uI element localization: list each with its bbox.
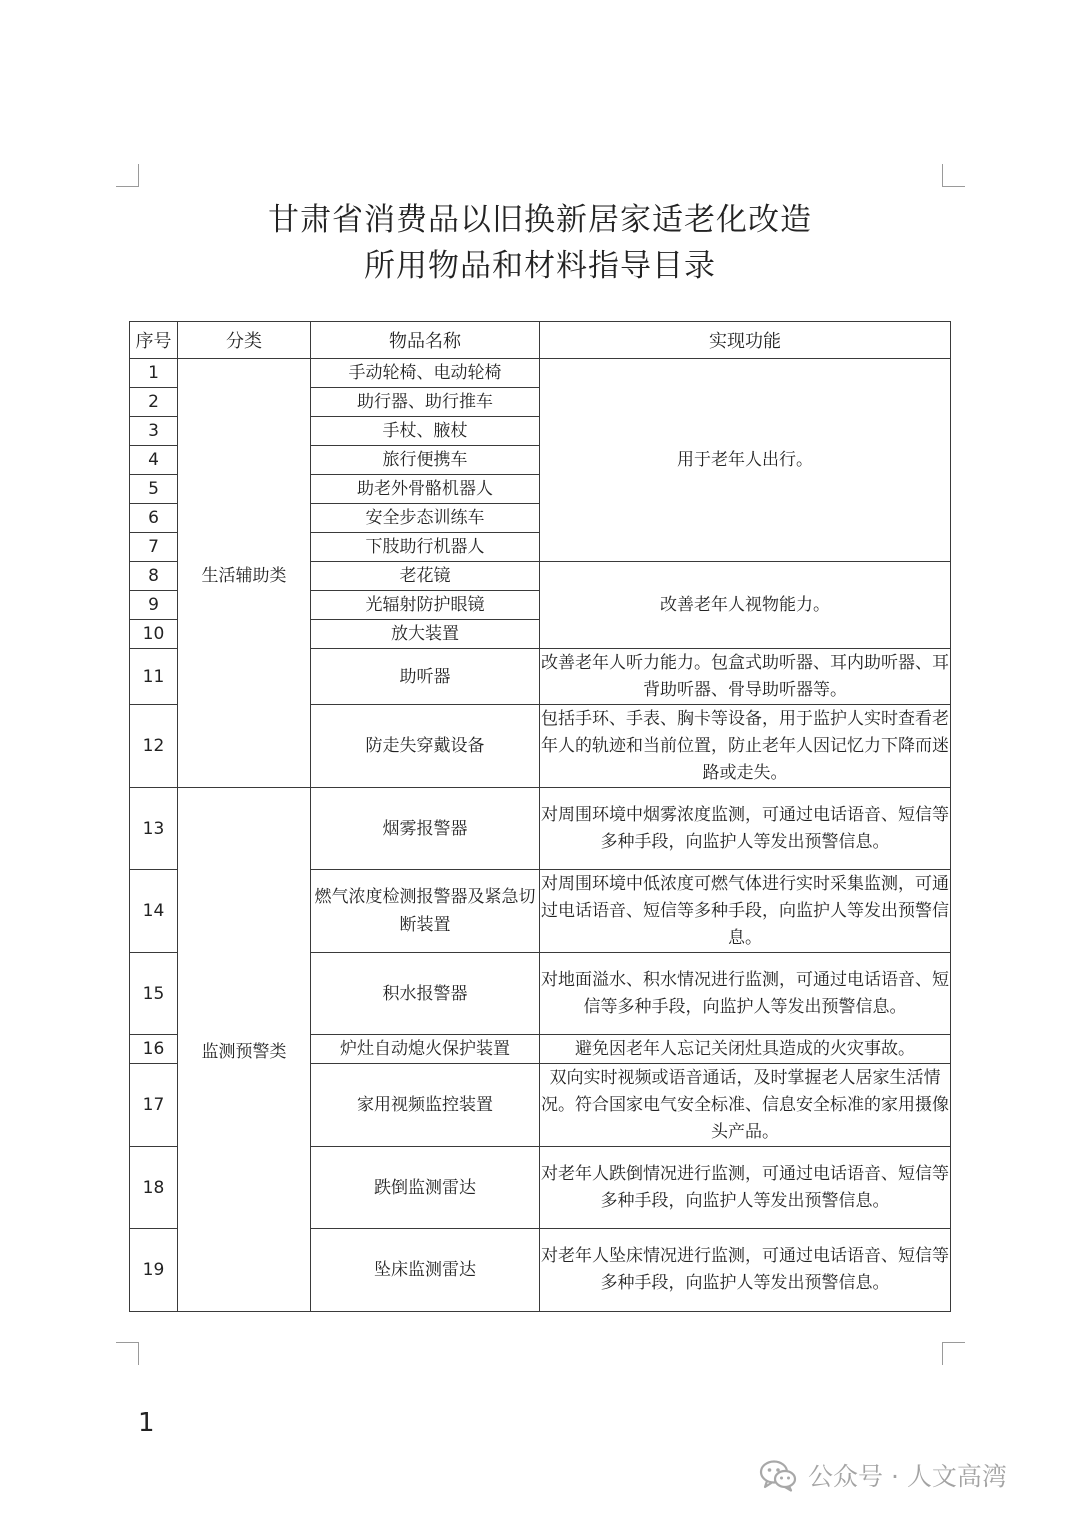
row-index: 12: [130, 705, 178, 788]
row-index: 4: [130, 446, 178, 475]
header-function: 实现功能: [540, 322, 951, 359]
item-name: 手动轮椅、电动轮椅: [311, 359, 540, 388]
header-index: 序号: [130, 322, 178, 359]
function-cell: 包括手环、手表、胸卡等设备，用于监护人实时查看老年人的轨迹和当前位置，防止老年人因记忆力下降而迷路或走失。: [540, 705, 951, 788]
catalog-table: [129, 321, 951, 1312]
row-index: 15: [130, 953, 178, 1035]
function-cell: 对老年人跌倒情况进行监测，可通过电话语音、短信等多种手段，向监护人等发出预警信息。: [540, 1147, 951, 1229]
row-index: 7: [130, 533, 178, 562]
item-name: 旅行便携车: [311, 446, 540, 475]
document-title-line-1: 甘肃省消费品以旧换新居家适老化改造: [268, 202, 812, 238]
row-index: 19: [130, 1229, 178, 1312]
function-cell: 改善老年人听力能力。包盒式助听器、耳内助听器、耳背助听器、骨导助听器等。: [540, 649, 951, 705]
item-name: 助听器: [311, 649, 540, 705]
crop-mark-top-right: [942, 164, 965, 187]
item-name: 防走失穿戴设备: [311, 705, 540, 788]
item-name: 坠床监测雷达: [311, 1229, 540, 1312]
row-index: 8: [130, 562, 178, 591]
row-index: 14: [130, 870, 178, 953]
function-cell: 对老年人坠床情况进行监测，可通过电话语音、短信等多种手段，向监护人等发出预警信息。: [540, 1229, 951, 1312]
item-name: 燃气浓度检测报警器及紧急切断装置: [311, 870, 540, 953]
watermark: [758, 1455, 1007, 1495]
category-cell: 生活辅助类: [178, 359, 311, 788]
function-cell: 用于老年人出行。: [540, 359, 951, 562]
row-index: 10: [130, 620, 178, 649]
item-name: 安全步态训练车: [311, 504, 540, 533]
row-index: 2: [130, 388, 178, 417]
wechat-icon: [758, 1458, 798, 1492]
category-cell: 监测预警类: [178, 788, 311, 1312]
function-cell: 避免因老年人忘记关闭灶具造成的火灾事故。: [540, 1035, 951, 1064]
table-row: [130, 788, 951, 870]
item-name: 炉灶自动熄火保护装置: [311, 1035, 540, 1064]
function-cell: 对周围环境中烟雾浓度监测，可通过电话语音、短信等多种手段，向监护人等发出预警信息。: [540, 788, 951, 870]
document-title-line-2: 所用物品和材料指导目录: [364, 248, 716, 284]
header-item-name: 物品名称: [311, 322, 540, 359]
crop-mark-top-left: [116, 164, 139, 187]
row-index: 3: [130, 417, 178, 446]
row-index: 1: [130, 359, 178, 388]
table-row: [130, 359, 951, 388]
row-index: 17: [130, 1064, 178, 1147]
row-index: 5: [130, 475, 178, 504]
function-cell: 对周围环境中低浓度可燃气体进行实时采集监测，可通过电话语音、短信等多种手段，向监护人等发出预警信息。: [540, 870, 951, 953]
page-number: 1: [138, 1408, 155, 1438]
header-category: 分类: [178, 322, 311, 359]
row-index: 9: [130, 591, 178, 620]
item-name: 助行器、助行推车: [311, 388, 540, 417]
item-name: 放大装置: [311, 620, 540, 649]
item-name: 手杖、腋杖: [311, 417, 540, 446]
row-index: 13: [130, 788, 178, 870]
item-name: 烟雾报警器: [311, 788, 540, 870]
function-cell: 双向实时视频或语音通话，及时掌握老人居家生活情况。符合国家电气安全标准、信息安全标准的家用摄像头产品。: [540, 1064, 951, 1147]
table-header-row: [130, 322, 951, 359]
item-name: 光辐射防护眼镜: [311, 591, 540, 620]
item-name: 老花镜: [311, 562, 540, 591]
row-index: 6: [130, 504, 178, 533]
row-index: 11: [130, 649, 178, 705]
crop-mark-bottom-left: [116, 1342, 139, 1365]
function-cell: 对地面溢水、积水情况进行监测，可通过电话语音、短信等多种手段，向监护人等发出预警信息。: [540, 953, 951, 1035]
watermark-text: 公众号 · 人文高湾: [808, 1462, 1007, 1491]
row-index: 16: [130, 1035, 178, 1064]
crop-mark-bottom-right: [942, 1342, 965, 1365]
item-name: 跌倒监测雷达: [311, 1147, 540, 1229]
item-name: 助老外骨骼机器人: [311, 475, 540, 504]
item-name: 下肢助行机器人: [311, 533, 540, 562]
row-index: 18: [130, 1147, 178, 1229]
item-name: 积水报警器: [311, 953, 540, 1035]
item-name: 家用视频监控装置: [311, 1064, 540, 1147]
function-cell: 改善老年人视物能力。: [540, 562, 951, 649]
